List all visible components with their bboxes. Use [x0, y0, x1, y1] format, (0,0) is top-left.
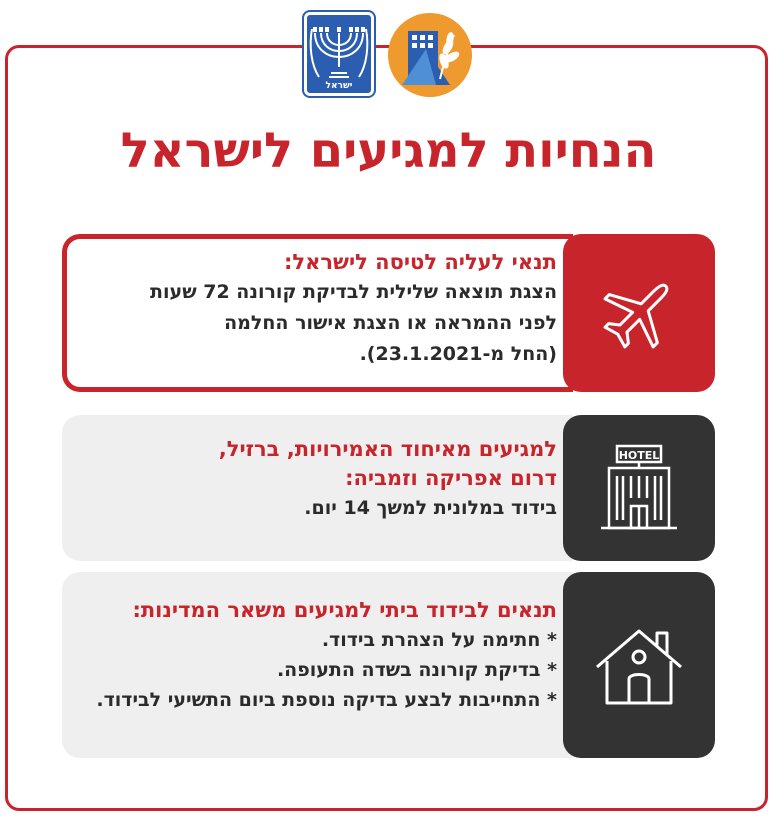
card-line: * חתימה על הצהרת בידוד. — [321, 629, 557, 651]
card-line: * בדיקת קורונה בשדה התעופה. — [276, 659, 557, 681]
card-icon-panel — [563, 234, 715, 392]
card-home-isolation — [62, 572, 715, 758]
card-hotel-quarantine — [62, 415, 715, 561]
airplane-icon — [597, 271, 681, 355]
menorah-icon — [307, 15, 371, 93]
card-line: הצגת תוצאה שלילית לבדיקת קורונה 72 שעות — [150, 281, 557, 303]
card-heading: תנאי לעליה לטיסה לישראל: — [284, 250, 557, 274]
hotel-icon — [591, 440, 687, 536]
card-body — [62, 415, 573, 561]
card-icon-panel — [563, 572, 715, 758]
card-body — [62, 234, 573, 392]
card-icon-panel — [563, 415, 715, 561]
page-title: הנחיות למגיעים לישראל — [120, 123, 657, 179]
state-emblem-logo — [304, 12, 374, 96]
card-heading: למגיעים מאיחוד האמירויות, ברזיל, — [218, 437, 557, 461]
card-line: לפני ההמראה או הצגת אישור החלמה — [224, 312, 557, 334]
building-olive-branch-icon — [388, 13, 472, 97]
ministry-logo — [388, 13, 472, 97]
house-icon — [591, 617, 687, 713]
card-line: * התחייבות לבצע בדיקה נוספת ביום התשיעי לבידוד. — [96, 689, 557, 711]
card-heading: דרום אפריקה וזמביה: — [345, 466, 557, 490]
card-flight-conditions — [62, 234, 715, 392]
hotel-sign-label: HOTEL — [618, 449, 660, 462]
card-line: (החל מ-23.1.2021). — [359, 343, 557, 365]
card-line: בידוד במלונית למשך 14 יום. — [304, 497, 557, 519]
emblem-caption: ישראל — [325, 81, 353, 91]
card-body — [62, 572, 573, 758]
card-heading: תנאים לבידוד ביתי למגיעים משאר המדינות: — [132, 598, 557, 622]
